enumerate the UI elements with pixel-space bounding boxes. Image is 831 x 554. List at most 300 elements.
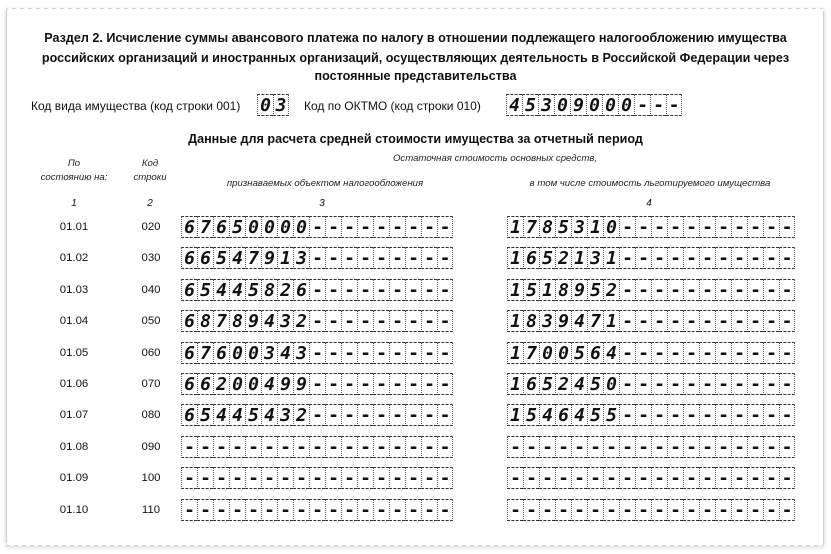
oktmo-cell-3[interactable]: 3 [538,94,554,116]
taxable-value-cell-8[interactable]: - [293,436,309,458]
taxable-value-cell-10[interactable]: - [325,436,341,458]
oktmo-cell-7[interactable]: 0 [602,94,618,116]
exempt-value-cell-4[interactable]: 9 [555,310,571,332]
taxable-value-field[interactable] [181,247,453,269]
taxable-value-cell-17[interactable]: - [437,436,453,458]
taxable-value-cell-5[interactable]: 9 [245,310,261,332]
exempt-value-cell-13[interactable]: - [699,247,715,269]
taxable-value-cell-1[interactable]: 6 [181,404,197,426]
exempt-value-cell-7[interactable]: 1 [603,247,619,269]
exempt-value-cell-18[interactable]: - [779,216,795,238]
taxable-value-cell-3[interactable]: 6 [213,342,229,364]
exempt-value-cell-7[interactable]: 0 [603,216,619,238]
exempt-value-cell-10[interactable]: - [651,247,667,269]
taxable-value-cell-11[interactable]: - [341,499,357,521]
taxable-value-cell-17[interactable]: - [437,404,453,426]
taxable-value-cell-1[interactable]: - [181,436,197,458]
taxable-value-cell-13[interactable]: - [373,404,389,426]
taxable-value-cell-1[interactable]: - [181,467,197,489]
exempt-value-cell-1[interactable]: - [507,436,523,458]
exempt-value-cell-2[interactable]: 7 [523,216,539,238]
exempt-value-field[interactable] [507,247,795,269]
taxable-value-cell-2[interactable]: 6 [197,373,213,395]
taxable-value-cell-9[interactable]: - [309,499,325,521]
exempt-value-cell-3[interactable]: 0 [539,342,555,364]
taxable-value-cell-6[interactable]: - [261,467,277,489]
exempt-value-field[interactable] [507,404,795,426]
taxable-value-cell-6[interactable]: 4 [261,310,277,332]
exempt-value-cell-15[interactable]: - [731,247,747,269]
exempt-value-cell-11[interactable]: - [667,342,683,364]
exempt-value-cell-5[interactable]: - [571,467,587,489]
exempt-value-cell-2[interactable]: - [523,467,539,489]
exempt-value-cell-13[interactable]: - [699,216,715,238]
taxable-value-cell-15[interactable]: - [405,279,421,301]
taxable-value-cell-8[interactable]: - [293,467,309,489]
taxable-value-cell-4[interactable]: 4 [229,279,245,301]
exempt-value-cell-4[interactable]: - [555,499,571,521]
exempt-value-cell-9[interactable]: - [635,467,651,489]
taxable-value-cell-12[interactable]: - [357,373,373,395]
exempt-value-cell-11[interactable]: - [667,310,683,332]
exempt-value-cell-13[interactable]: - [699,373,715,395]
exempt-value-cell-12[interactable]: - [683,373,699,395]
taxable-value-cell-4[interactable]: 8 [229,310,245,332]
exempt-value-cell-5[interactable]: 4 [571,373,587,395]
exempt-value-cell-7[interactable]: 1 [603,310,619,332]
taxable-value-cell-15[interactable]: - [405,499,421,521]
taxable-value-cell-9[interactable]: - [309,247,325,269]
taxable-value-cell-4[interactable]: - [229,467,245,489]
taxable-value-cell-15[interactable]: - [405,373,421,395]
exempt-value-cell-9[interactable]: - [635,216,651,238]
exempt-value-cell-2[interactable]: 6 [523,247,539,269]
exempt-value-cell-8[interactable]: - [619,436,635,458]
exempt-value-cell-12[interactable]: - [683,404,699,426]
taxable-value-cell-14[interactable]: - [389,342,405,364]
taxable-value-cell-6[interactable]: 4 [261,373,277,395]
exempt-value-cell-7[interactable]: - [603,499,619,521]
taxable-value-cell-14[interactable]: - [389,467,405,489]
taxable-value-cell-2[interactable]: 5 [197,404,213,426]
taxable-value-cell-7[interactable]: - [277,499,293,521]
taxable-value-cell-6[interactable]: - [261,499,277,521]
exempt-value-field[interactable] [507,342,795,364]
exempt-value-cell-5[interactable]: 4 [571,404,587,426]
exempt-value-field[interactable] [507,467,795,489]
exempt-value-cell-16[interactable]: - [747,404,763,426]
taxable-value-cell-11[interactable]: - [341,436,357,458]
taxable-value-cell-9[interactable]: - [309,373,325,395]
taxable-value-cell-11[interactable]: - [341,467,357,489]
taxable-value-cell-12[interactable]: - [357,499,373,521]
taxable-value-cell-15[interactable]: - [405,310,421,332]
exempt-value-cell-2[interactable]: 5 [523,279,539,301]
exempt-value-cell-13[interactable]: - [699,499,715,521]
taxable-value-cell-12[interactable]: - [357,310,373,332]
exempt-value-cell-10[interactable]: - [651,279,667,301]
exempt-value-cell-15[interactable]: - [731,279,747,301]
exempt-value-cell-15[interactable]: - [731,373,747,395]
taxable-value-cell-3[interactable]: - [213,499,229,521]
taxable-value-cell-17[interactable]: - [437,467,453,489]
taxable-value-cell-2[interactable]: 7 [197,342,213,364]
exempt-value-cell-4[interactable]: 2 [555,373,571,395]
taxable-value-cell-13[interactable]: - [373,436,389,458]
exempt-value-cell-7[interactable]: 5 [603,404,619,426]
exempt-value-cell-6[interactable]: 7 [587,310,603,332]
exempt-value-cell-3[interactable]: 4 [539,404,555,426]
taxable-value-cell-13[interactable]: - [373,279,389,301]
exempt-value-cell-18[interactable]: - [779,342,795,364]
taxable-value-cell-5[interactable]: 5 [245,279,261,301]
taxable-value-cell-16[interactable]: - [421,279,437,301]
exempt-value-cell-6[interactable]: 5 [587,373,603,395]
taxable-value-cell-11[interactable]: - [341,373,357,395]
exempt-value-field[interactable] [507,373,795,395]
taxable-value-cell-8[interactable]: 9 [293,373,309,395]
taxable-value-cell-5[interactable]: 7 [245,247,261,269]
taxable-value-cell-6[interactable]: - [261,436,277,458]
exempt-value-cell-9[interactable]: - [635,499,651,521]
taxable-value-cell-6[interactable]: 4 [261,404,277,426]
taxable-value-cell-17[interactable]: - [437,499,453,521]
taxable-value-cell-10[interactable]: - [325,247,341,269]
taxable-value-cell-12[interactable]: - [357,247,373,269]
taxable-value-field[interactable] [181,216,453,238]
taxable-value-cell-1[interactable]: 6 [181,247,197,269]
exempt-value-cell-14[interactable]: - [715,373,731,395]
exempt-value-cell-6[interactable]: 5 [587,279,603,301]
taxable-value-cell-10[interactable]: - [325,342,341,364]
taxable-value-cell-4[interactable]: 5 [229,216,245,238]
taxable-value-cell-5[interactable]: - [245,436,261,458]
exempt-value-cell-15[interactable]: - [731,499,747,521]
oktmo-field[interactable] [506,94,682,116]
taxable-value-cell-15[interactable]: - [405,216,421,238]
exempt-value-cell-13[interactable]: - [699,404,715,426]
exempt-value-cell-16[interactable]: - [747,247,763,269]
oktmo-cell-11[interactable]: - [666,94,682,116]
taxable-value-cell-3[interactable]: 2 [213,373,229,395]
taxable-value-cell-10[interactable]: - [325,467,341,489]
taxable-value-cell-16[interactable]: - [421,247,437,269]
exempt-value-cell-15[interactable]: - [731,436,747,458]
taxable-value-cell-7[interactable]: 2 [277,279,293,301]
exempt-value-cell-10[interactable]: - [651,216,667,238]
exempt-value-cell-6[interactable]: - [587,499,603,521]
taxable-value-cell-5[interactable]: 0 [245,342,261,364]
exempt-value-cell-11[interactable]: - [667,467,683,489]
taxable-value-cell-1[interactable]: 6 [181,216,197,238]
taxable-value-cell-16[interactable]: - [421,310,437,332]
taxable-value-cell-17[interactable]: - [437,279,453,301]
taxable-value-field[interactable] [181,310,453,332]
exempt-value-cell-8[interactable]: - [619,467,635,489]
taxable-value-cell-6[interactable]: 9 [261,247,277,269]
exempt-value-field[interactable] [507,436,795,458]
exempt-value-cell-14[interactable]: - [715,436,731,458]
exempt-value-cell-18[interactable]: - [779,436,795,458]
exempt-value-cell-15[interactable]: - [731,404,747,426]
taxable-value-cell-17[interactable]: - [437,373,453,395]
taxable-value-cell-7[interactable]: - [277,467,293,489]
exempt-value-cell-6[interactable]: 1 [587,216,603,238]
exempt-value-cell-14[interactable]: - [715,247,731,269]
exempt-value-cell-14[interactable]: - [715,342,731,364]
taxable-value-cell-16[interactable]: - [421,342,437,364]
taxable-value-cell-10[interactable]: - [325,373,341,395]
taxable-value-cell-3[interactable]: 5 [213,247,229,269]
exempt-value-cell-9[interactable]: - [635,279,651,301]
exempt-value-cell-16[interactable]: - [747,499,763,521]
taxable-value-cell-14[interactable]: - [389,279,405,301]
exempt-value-cell-5[interactable]: - [571,499,587,521]
exempt-value-cell-7[interactable]: - [603,436,619,458]
exempt-value-cell-4[interactable]: 6 [555,404,571,426]
taxable-value-cell-13[interactable]: - [373,373,389,395]
taxable-value-cell-16[interactable]: - [421,404,437,426]
exempt-value-cell-11[interactable]: - [667,373,683,395]
taxable-value-cell-1[interactable]: 6 [181,373,197,395]
exempt-value-cell-2[interactable]: 6 [523,373,539,395]
taxable-value-cell-4[interactable]: 4 [229,404,245,426]
exempt-value-cell-13[interactable]: - [699,342,715,364]
exempt-value-cell-14[interactable]: - [715,216,731,238]
taxable-value-cell-2[interactable]: 8 [197,310,213,332]
exempt-value-cell-14[interactable]: - [715,467,731,489]
exempt-value-cell-11[interactable]: - [667,279,683,301]
exempt-value-cell-13[interactable]: - [699,436,715,458]
taxable-value-field[interactable] [181,342,453,364]
taxable-value-cell-6[interactable]: 3 [261,342,277,364]
taxable-value-cell-17[interactable]: - [437,310,453,332]
taxable-value-cell-1[interactable]: 6 [181,342,197,364]
exempt-value-cell-5[interactable]: 3 [571,216,587,238]
exempt-value-cell-12[interactable]: - [683,467,699,489]
taxable-value-cell-7[interactable]: 3 [277,404,293,426]
taxable-value-cell-16[interactable]: - [421,373,437,395]
taxable-value-cell-10[interactable]: - [325,499,341,521]
exempt-value-cell-6[interactable]: 6 [587,342,603,364]
taxable-value-cell-8[interactable]: - [293,499,309,521]
exempt-value-cell-9[interactable]: - [635,247,651,269]
taxable-value-cell-4[interactable]: 0 [229,373,245,395]
exempt-value-cell-17[interactable]: - [763,279,779,301]
taxable-value-field[interactable] [181,373,453,395]
exempt-value-cell-11[interactable]: - [667,499,683,521]
exempt-value-cell-13[interactable]: - [699,279,715,301]
exempt-value-cell-15[interactable]: - [731,216,747,238]
exempt-value-cell-10[interactable]: - [651,342,667,364]
exempt-value-field[interactable] [507,216,795,238]
taxable-value-cell-13[interactable]: - [373,216,389,238]
exempt-value-cell-12[interactable]: - [683,247,699,269]
taxable-value-cell-6[interactable]: 8 [261,279,277,301]
exempt-value-cell-15[interactable]: - [731,310,747,332]
exempt-value-cell-13[interactable]: - [699,310,715,332]
oktmo-cell-4[interactable]: 0 [554,94,570,116]
taxable-value-cell-12[interactable]: - [357,404,373,426]
exempt-value-cell-16[interactable]: - [747,342,763,364]
exempt-value-cell-1[interactable]: 1 [507,216,523,238]
exempt-value-cell-16[interactable]: - [747,310,763,332]
taxable-value-cell-9[interactable]: - [309,279,325,301]
exempt-value-cell-7[interactable]: 0 [603,373,619,395]
property-code-cell-1[interactable]: 0 [257,94,273,116]
taxable-value-cell-9[interactable]: - [309,404,325,426]
oktmo-cell-9[interactable]: - [634,94,650,116]
exempt-value-cell-16[interactable]: - [747,436,763,458]
taxable-value-cell-9[interactable]: - [309,436,325,458]
exempt-value-cell-1[interactable]: 1 [507,404,523,426]
exempt-value-cell-3[interactable]: 5 [539,247,555,269]
taxable-value-cell-8[interactable]: 2 [293,310,309,332]
exempt-value-cell-8[interactable]: - [619,279,635,301]
exempt-value-cell-18[interactable]: - [779,279,795,301]
taxable-value-field[interactable] [181,404,453,426]
exempt-value-cell-4[interactable]: 8 [555,279,571,301]
exempt-value-cell-13[interactable]: - [699,467,715,489]
taxable-value-cell-3[interactable]: - [213,467,229,489]
exempt-value-cell-7[interactable]: 2 [603,279,619,301]
exempt-value-cell-14[interactable]: - [715,404,731,426]
taxable-value-cell-4[interactable]: - [229,499,245,521]
exempt-value-cell-17[interactable]: - [763,373,779,395]
property-code-cell-2[interactable]: 3 [273,94,289,116]
taxable-value-field[interactable] [181,279,453,301]
taxable-value-cell-1[interactable]: 6 [181,310,197,332]
exempt-value-cell-4[interactable]: 2 [555,247,571,269]
exempt-value-cell-2[interactable]: - [523,436,539,458]
exempt-value-cell-6[interactable]: - [587,467,603,489]
taxable-value-cell-14[interactable]: - [389,247,405,269]
taxable-value-cell-7[interactable]: - [277,436,293,458]
taxable-value-cell-13[interactable]: - [373,467,389,489]
taxable-value-cell-4[interactable]: 0 [229,342,245,364]
exempt-value-cell-3[interactable]: 1 [539,279,555,301]
taxable-value-cell-7[interactable]: 9 [277,373,293,395]
taxable-value-cell-1[interactable]: - [181,499,197,521]
exempt-value-cell-18[interactable]: - [779,373,795,395]
exempt-value-cell-15[interactable]: - [731,342,747,364]
taxable-value-cell-12[interactable]: - [357,216,373,238]
taxable-value-cell-13[interactable]: - [373,499,389,521]
taxable-value-cell-10[interactable]: - [325,310,341,332]
exempt-value-cell-7[interactable]: 4 [603,342,619,364]
oktmo-cell-1[interactable]: 4 [506,94,522,116]
taxable-value-cell-12[interactable]: - [357,342,373,364]
exempt-value-cell-12[interactable]: - [683,310,699,332]
exempt-value-cell-8[interactable]: - [619,342,635,364]
taxable-value-cell-17[interactable]: - [437,247,453,269]
exempt-value-cell-16[interactable]: - [747,216,763,238]
exempt-value-cell-18[interactable]: - [779,499,795,521]
taxable-value-field[interactable] [181,436,453,458]
exempt-value-cell-5[interactable]: 9 [571,279,587,301]
exempt-value-cell-10[interactable]: - [651,436,667,458]
exempt-value-cell-12[interactable]: - [683,499,699,521]
taxable-value-cell-14[interactable]: - [389,404,405,426]
taxable-value-cell-2[interactable]: - [197,436,213,458]
taxable-value-field[interactable] [181,499,453,521]
taxable-value-cell-16[interactable]: - [421,216,437,238]
taxable-value-cell-8[interactable]: 6 [293,279,309,301]
exempt-value-cell-17[interactable]: - [763,247,779,269]
exempt-value-cell-1[interactable]: 1 [507,373,523,395]
exempt-value-cell-8[interactable]: - [619,499,635,521]
exempt-value-cell-12[interactable]: - [683,279,699,301]
taxable-value-cell-4[interactable]: 4 [229,247,245,269]
taxable-value-cell-1[interactable]: 6 [181,279,197,301]
taxable-value-cell-3[interactable]: 4 [213,279,229,301]
exempt-value-cell-8[interactable]: - [619,404,635,426]
taxable-value-cell-11[interactable]: - [341,216,357,238]
exempt-value-cell-16[interactable]: - [747,373,763,395]
exempt-value-cell-9[interactable]: - [635,404,651,426]
taxable-value-cell-7[interactable]: 4 [277,342,293,364]
exempt-value-cell-16[interactable]: - [747,467,763,489]
exempt-value-cell-14[interactable]: - [715,310,731,332]
exempt-value-cell-1[interactable]: - [507,467,523,489]
taxable-value-cell-3[interactable]: 7 [213,310,229,332]
taxable-value-cell-15[interactable]: - [405,247,421,269]
taxable-value-cell-9[interactable]: - [309,216,325,238]
exempt-value-cell-16[interactable]: - [747,279,763,301]
oktmo-cell-10[interactable]: - [650,94,666,116]
exempt-value-field[interactable] [507,499,795,521]
exempt-value-cell-8[interactable]: - [619,373,635,395]
exempt-value-cell-9[interactable]: - [635,436,651,458]
exempt-value-cell-9[interactable]: - [635,342,651,364]
exempt-value-cell-17[interactable]: - [763,436,779,458]
taxable-value-cell-7[interactable]: 3 [277,310,293,332]
taxable-value-cell-5[interactable]: 5 [245,404,261,426]
taxable-value-cell-3[interactable]: - [213,436,229,458]
taxable-value-cell-14[interactable]: - [389,310,405,332]
exempt-value-cell-6[interactable]: - [587,436,603,458]
taxable-value-cell-10[interactable]: - [325,404,341,426]
taxable-value-cell-4[interactable]: - [229,436,245,458]
exempt-value-cell-5[interactable]: - [571,436,587,458]
exempt-value-cell-17[interactable]: - [763,216,779,238]
taxable-value-cell-2[interactable]: - [197,499,213,521]
taxable-value-cell-11[interactable]: - [341,404,357,426]
taxable-value-cell-7[interactable]: 0 [277,216,293,238]
exempt-value-cell-2[interactable]: - [523,499,539,521]
exempt-value-cell-17[interactable]: - [763,310,779,332]
exempt-value-cell-5[interactable]: 5 [571,342,587,364]
taxable-value-cell-7[interactable]: 1 [277,247,293,269]
exempt-value-cell-9[interactable]: - [635,373,651,395]
exempt-value-cell-3[interactable]: 8 [539,216,555,238]
oktmo-cell-5[interactable]: 9 [570,94,586,116]
taxable-value-cell-16[interactable]: - [421,467,437,489]
taxable-value-cell-5[interactable]: - [245,467,261,489]
taxable-value-cell-10[interactable]: - [325,279,341,301]
exempt-value-cell-12[interactable]: - [683,342,699,364]
exempt-value-cell-12[interactable]: - [683,436,699,458]
taxable-value-cell-14[interactable]: - [389,499,405,521]
exempt-value-cell-10[interactable]: - [651,373,667,395]
exempt-value-cell-8[interactable]: - [619,216,635,238]
exempt-value-cell-3[interactable]: - [539,499,555,521]
taxable-value-cell-9[interactable]: - [309,342,325,364]
taxable-value-cell-2[interactable]: - [197,467,213,489]
taxable-value-cell-5[interactable]: 0 [245,216,261,238]
exempt-value-cell-6[interactable]: 3 [587,247,603,269]
exempt-value-cell-6[interactable]: 5 [587,404,603,426]
